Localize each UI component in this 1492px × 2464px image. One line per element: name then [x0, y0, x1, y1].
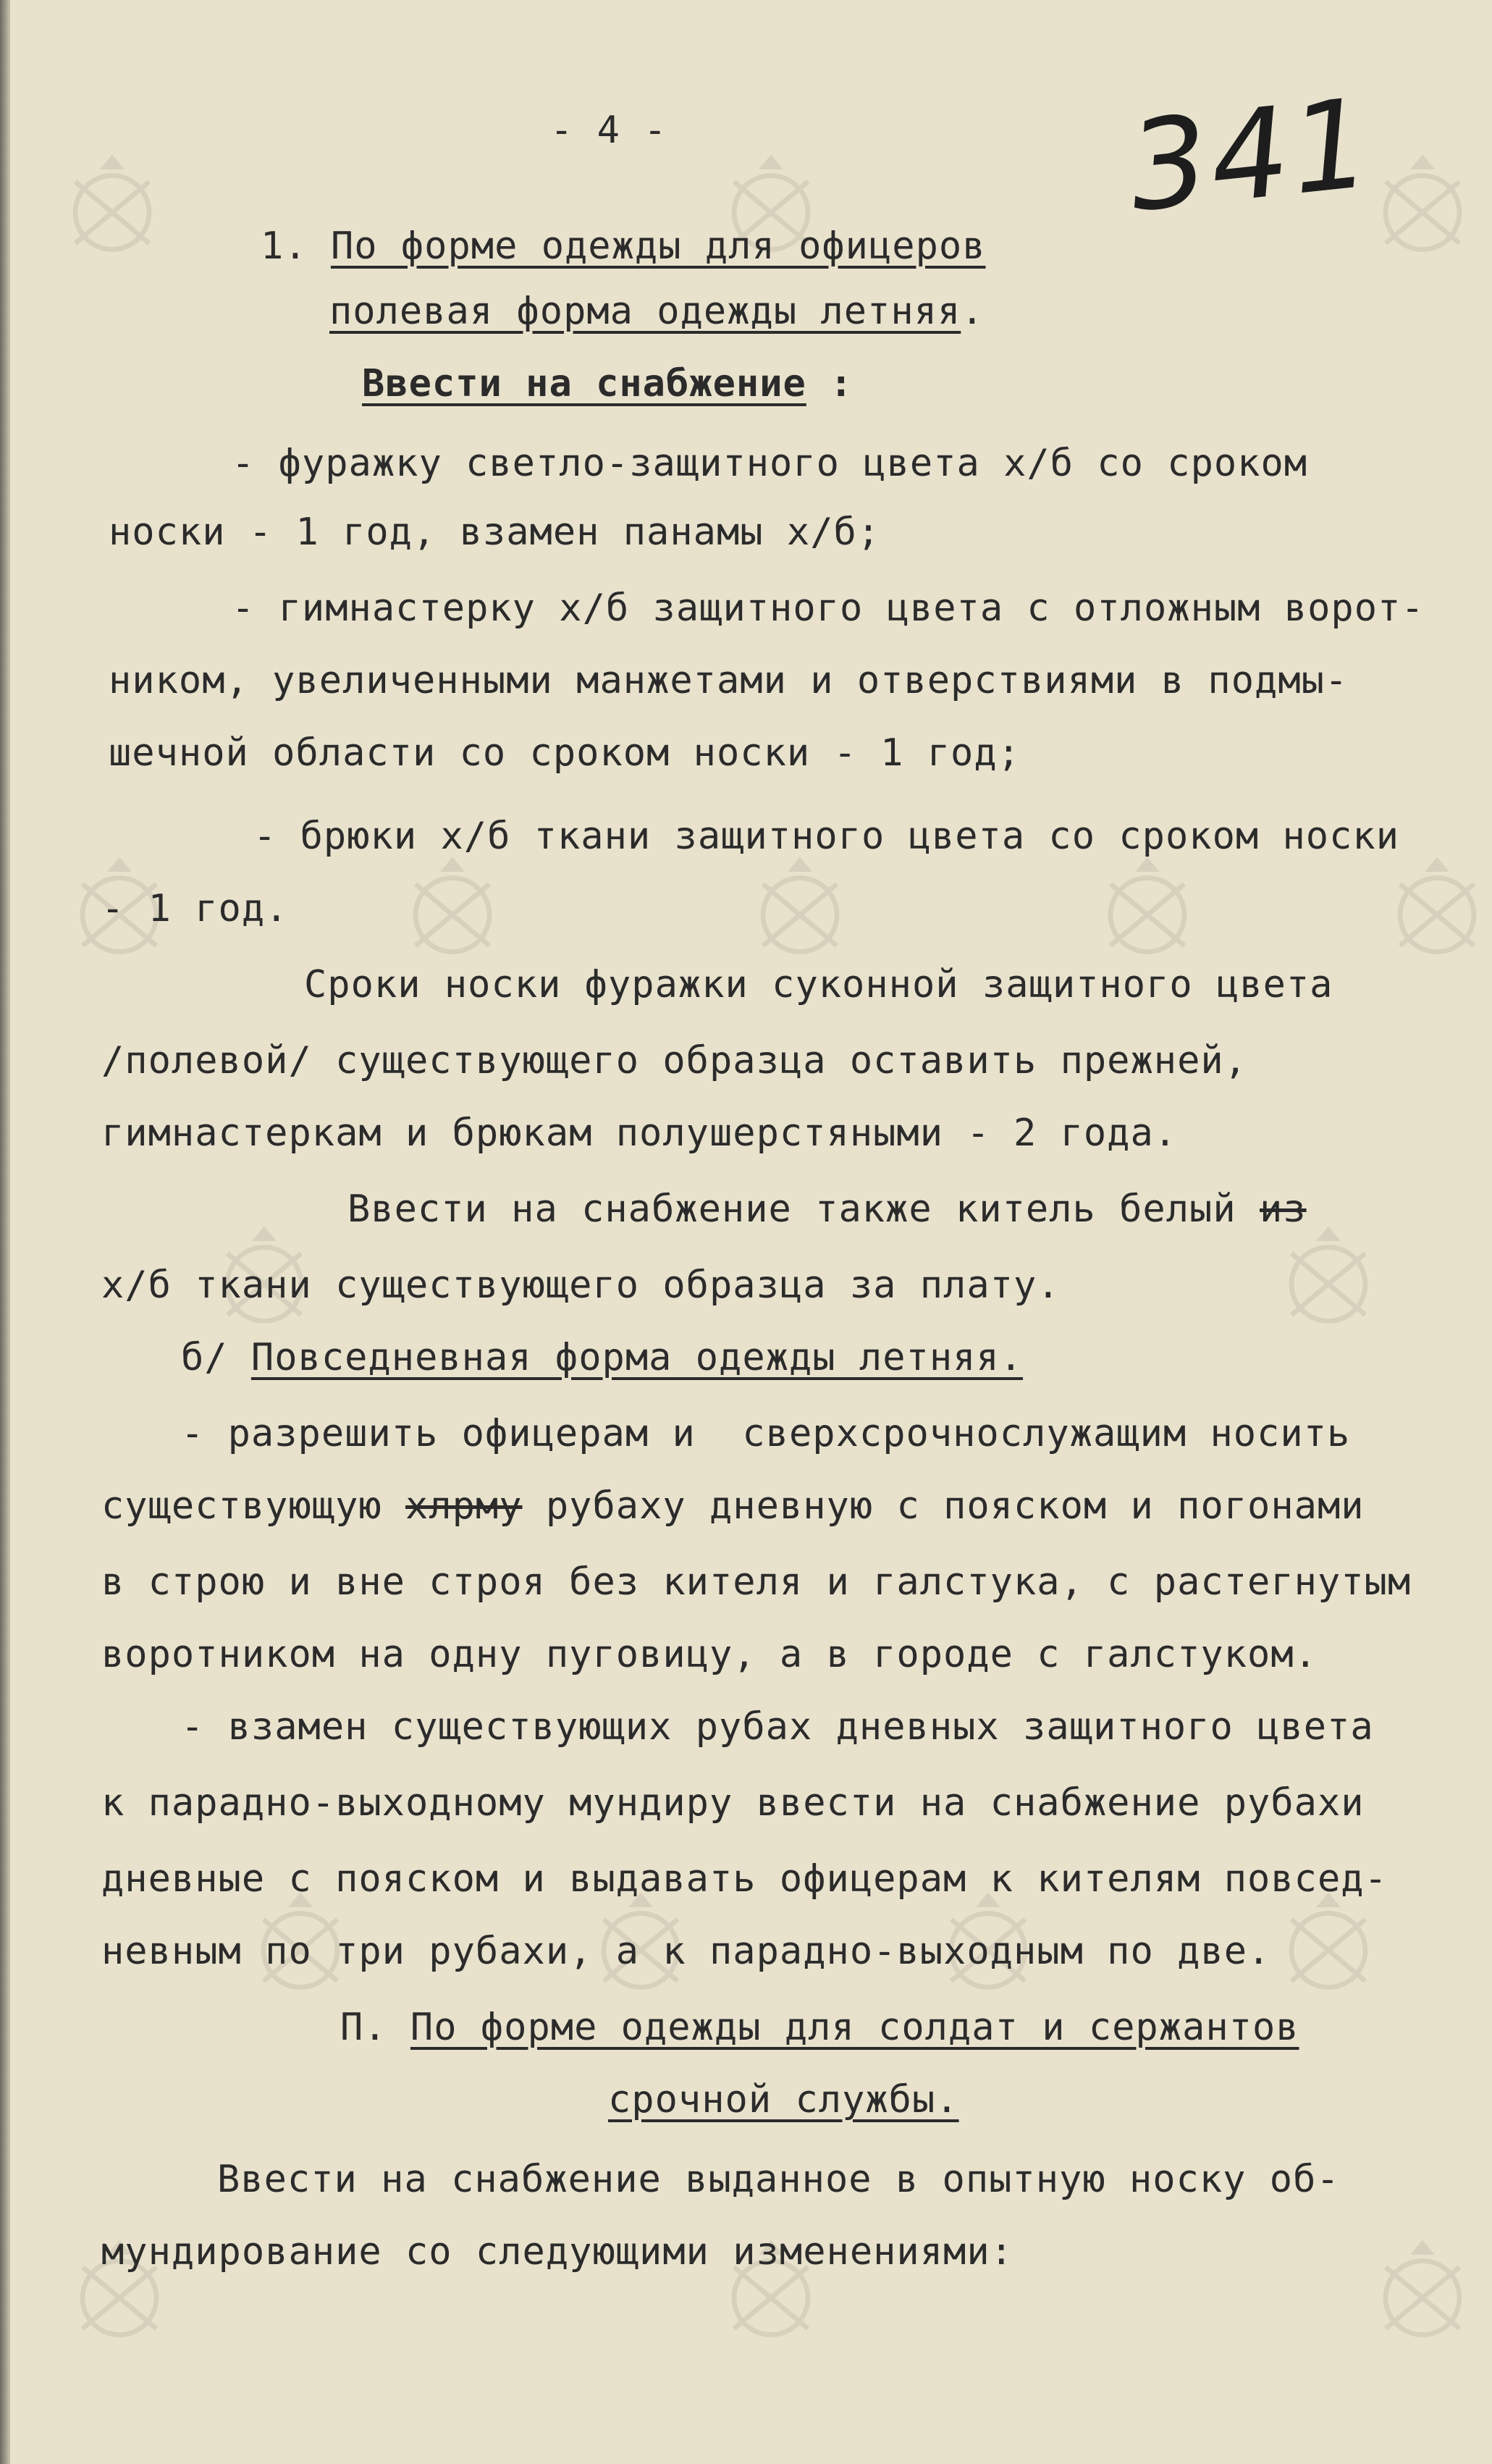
subheading: Ввести на снабжение : — [362, 362, 854, 405]
paragraph-line: существующую хлрму рубаху дневную с пояском и погонами — [101, 1484, 1365, 1528]
binding-edge — [0, 0, 10, 2464]
folio-number: 341 — [1122, 71, 1380, 240]
watermark-emblem-icon — [1267, 1216, 1390, 1340]
paragraph-line: - взамен существующих рубах дневных защитного цвета — [181, 1705, 1374, 1749]
paragraph-line: ником, увеличенными манжетами и отверствиями в подмы- — [109, 659, 1349, 702]
heading1-subtitle: полевая форма одежды летняя — [329, 290, 961, 333]
paragraph-line: х/б ткани существующего образца за плату. — [101, 1263, 1061, 1307]
watermark-emblem-icon — [738, 847, 861, 970]
watermark-emblem-icon — [1375, 847, 1492, 970]
paragraph-line: носки - 1 год, взамен панамы х/б; — [109, 510, 881, 554]
watermark-emblem-icon — [51, 145, 174, 268]
paragraph-line: Сроки носки фуражки суконной защитного цвета — [304, 963, 1333, 1006]
paragraph-line: - гимнастерку х/б защитного цвета с отложным ворот- — [232, 586, 1425, 630]
paragraph-line: дневные с пояском и выдавать офицерам к кителям повсед- — [101, 1857, 1388, 1901]
paragraph-line: воротником на одну пуговицу, а в городе с галстуком. — [101, 1633, 1318, 1676]
paragraph-line: /полевой/ существующего образца оставить прежней, — [101, 1039, 1248, 1082]
heading1-number: 1. — [261, 224, 308, 268]
heading1-line2: полевая форма одежды летняя. — [329, 290, 985, 333]
heading2-line2: срочной службы. — [608, 2078, 959, 2122]
paragraph-line: - брюки х/б ткани защитного цвета со сроком носки — [253, 815, 1400, 858]
heading2-number: П. — [340, 2006, 410, 2049]
paragraph-line: - фуражку светло-защитного цвета х/б со сроком — [232, 442, 1308, 485]
paragraph-line: невным по три рубахи, а к парадно-выходным по две. — [101, 1930, 1271, 1973]
watermark-emblem-icon — [391, 847, 514, 970]
paragraph-line: Ввести на снабжение также китель белый из — [347, 1187, 1307, 1231]
paragraph-line: к парадно-выходному мундиру ввести на снабжение рубахи — [101, 1781, 1365, 1825]
heading1-title: По форме одежды для офицеров — [330, 224, 986, 268]
watermark-emblem-icon — [1361, 2230, 1484, 2353]
struck-text: хлрму — [405, 1484, 523, 1528]
watermark-emblem-icon — [1361, 145, 1484, 268]
paragraph-line: - 1 год. — [101, 887, 289, 930]
section-b-heading: б/ Повседневная форма одежды летняя. — [181, 1336, 1024, 1379]
paragraph-line: шечной области со сроком носки - 1 год; — [109, 731, 1021, 775]
heading1-line1 — [261, 224, 986, 268]
watermark-emblem-icon — [1086, 847, 1209, 970]
page-number: - 4 - — [550, 109, 667, 152]
heading2-title: По форме одежды для солдат и сержантов — [410, 2006, 1299, 2049]
watermark-emblem-icon — [1267, 1883, 1390, 2006]
struck-text: из — [1259, 1187, 1307, 1231]
heading2-line1 — [340, 2006, 1299, 2049]
paragraph-line: - разрешить офицерам и сверхсрочнослужащим носить — [181, 1412, 1351, 1455]
paragraph-line: мундирование со следующими изменениями: — [101, 2230, 1013, 2274]
paragraph-line: в строю и вне строя без кителя и галстука, с растегнутым — [101, 1560, 1412, 1604]
paragraph-line: Ввести на снабжение выданное в опытную носку об- — [217, 2158, 1340, 2201]
paragraph-line: гимнастеркам и брюкам полушерстяными - 2 года. — [101, 1111, 1178, 1155]
